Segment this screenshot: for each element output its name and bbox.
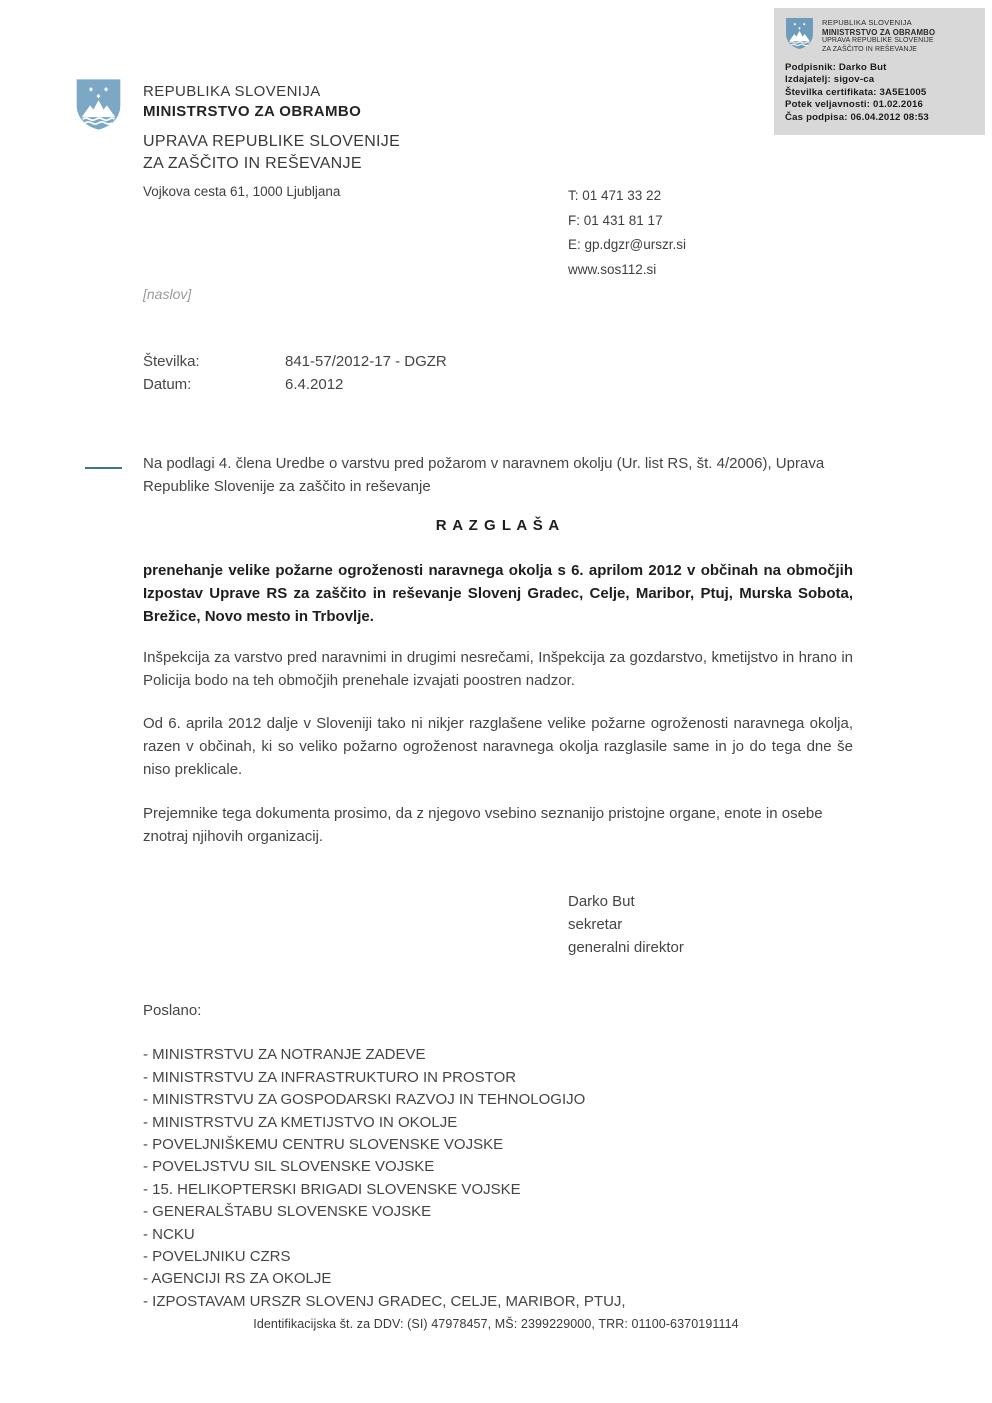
list-item: - POVELJSTVU SIL SLOVENSKE VOJSKE — [143, 1158, 435, 1176]
list-item: - POVELJNIŠKEMU CENTRU SLOVENSKE VOJSKE — [143, 1136, 504, 1154]
list-item: - POVELJNIKU CZRS — [143, 1248, 291, 1266]
list-item: - MINISTRSTVU ZA INFRASTRUKTURO IN PROSTOR — [143, 1068, 517, 1086]
office-name-line2: ZA ZAŠČITO IN REŠEVANJE — [143, 155, 362, 172]
footer-identification: Identifikacijska št. za DDV: (SI) 47978457, MŠ: 2399229000, TRR: 01100-6370191114 — [253, 1317, 739, 1331]
letter-body — [143, 452, 853, 848]
distribution-list — [143, 1000, 626, 1313]
document-number-row — [143, 350, 447, 373]
contact-block — [568, 184, 686, 282]
status-paragraph: Od 6. aprila 2012 dalje v Sloveniji tako ni nikjer razglašene velike požarne ogroženosti naravnega okolja, razen v občinah, ki so veliko požarno ogroženost naravnega okolja razglasile same in jo do tega dne še niso preklicale. — [143, 715, 853, 778]
stamp-office-line1: UPRAVA REPUBLIKE SLOVENIJE — [822, 37, 934, 44]
document-date-label: Datum: — [143, 376, 192, 393]
stamp-org-block — [822, 17, 935, 55]
list-item: - MINISTRSTVU ZA GOSPODARSKI RAZVOJ IN TEHNOLOGIJO — [143, 1091, 586, 1109]
postal-address: Vojkova cesta 61, 1000 Ljubljana — [143, 184, 341, 199]
coat-of-arms-icon — [785, 17, 814, 50]
stamp-signer: Podpisnik: Darko But — [785, 61, 887, 73]
document-meta — [143, 350, 447, 396]
list-item: - AGENCIJI RS ZA OKOLJE — [143, 1270, 332, 1288]
office-block — [143, 131, 400, 175]
signatory-title-1: sekretar — [568, 916, 623, 933]
list-item: - GENERALŠTABU SLOVENSKE VOJSKE — [143, 1203, 432, 1221]
stamp-header — [785, 17, 975, 55]
signatory-name: Darko But — [568, 893, 635, 910]
stamp-office-line2: ZA ZAŠČITO IN REŠEVANJE — [822, 45, 918, 53]
stamp-ministry: MINISTRSTVO ZA OBRAMBO — [822, 27, 936, 37]
list-item: - 15. HELIKOPTERSKI BRIGADI SLOVENSKE VOJSKE — [143, 1180, 521, 1198]
website-url: www.sos112.si — [568, 261, 657, 277]
list-item: - IZPOSTAVAM URSZR SLOVENJ GRADEC, CELJE, MARIBOR, PTUJ, — [143, 1292, 626, 1310]
office-name-line1: UPRAVA REPUBLIKE SLOVENIJE — [143, 133, 401, 150]
request-paragraph: Prejemnike tega dokumenta prosimo, da z njegovo vsebino seznanijo pristojne organe, enote in osebe znotraj njihovih organizacij. — [143, 805, 823, 845]
list-item: - MINISTRSTVU ZA KMETIJSTVO IN OKOLJE — [143, 1113, 458, 1131]
email-address: E: gp.dgzr@urszr.si — [568, 237, 686, 252]
stamp-certificate-number: Številka certifikata: 3A5E1005 — [785, 86, 927, 98]
list-item: - MINISTRSTVU ZA NOTRANJE ZADEVE — [143, 1046, 426, 1064]
stamp-validity: Potek veljavnosti: 01.02.2016 — [785, 99, 924, 111]
stamp-issuer: Izdajatelj: sigov-ca — [785, 74, 875, 86]
fax-number: F: 01 431 81 17 — [568, 212, 663, 228]
fold-mark-line — [85, 467, 122, 469]
document-number-label: Številka: — [143, 353, 200, 370]
stamp-country: REPUBLIKA SLOVENIJA — [822, 18, 912, 27]
stamp-signing-time: Čas podpisa: 06.04.2012 08:53 — [785, 111, 929, 123]
declaration-title: R A Z G L A Š A — [435, 517, 561, 534]
signatory-block — [568, 890, 684, 959]
list-item: - NCKU — [143, 1225, 195, 1243]
document-number-value: 841-57/2012-17 - DGZR — [285, 353, 447, 370]
distribution-label: Poslano: — [143, 1002, 202, 1019]
signatory-title-2: generalni direktor — [568, 939, 684, 956]
country-name: REPUBLIKA SLOVENIJA — [143, 83, 321, 100]
document-date-value: 6.4.2012 — [285, 376, 344, 393]
digital-signature-stamp — [774, 8, 985, 135]
coat-of-arms-icon — [75, 78, 122, 131]
inspection-paragraph: Inšpekcija za varstvo pred naravnimi in drugimi nesrečami, Inšpekcija za gozdarstvo, kmetijstvo in hrano in Policija bodo na teh območjih prenehale izvajati poostren nadzor. — [143, 649, 853, 689]
org-block — [143, 82, 361, 122]
phone-number: T: 01 471 33 22 — [568, 188, 662, 203]
intro-paragraph: Na podlagi 4. člena Uredbe o varstvu pred požarom v naravnem okolju (Ur. list RS, št. 4/2006), Uprava Republike Slovenije za zaščito in reševanje — [143, 455, 825, 495]
recipient-placeholder: [naslov] — [143, 286, 192, 302]
declaration-paragraph: prenehanje velike požarne ogroženosti naravnega okolja s 6. aprilom 2012 v občinah na območjih Izpostav Uprave RS za zaščito in reševanje Slovenj Gradec, Celje, Maribor, Ptuj, Murska Sobota, Brežice, Novo mesto in Trbovlje. — [143, 562, 853, 625]
ministry-name: MINISTRSTVO ZA OBRAMBO — [143, 103, 362, 120]
document-date-row — [143, 373, 447, 396]
